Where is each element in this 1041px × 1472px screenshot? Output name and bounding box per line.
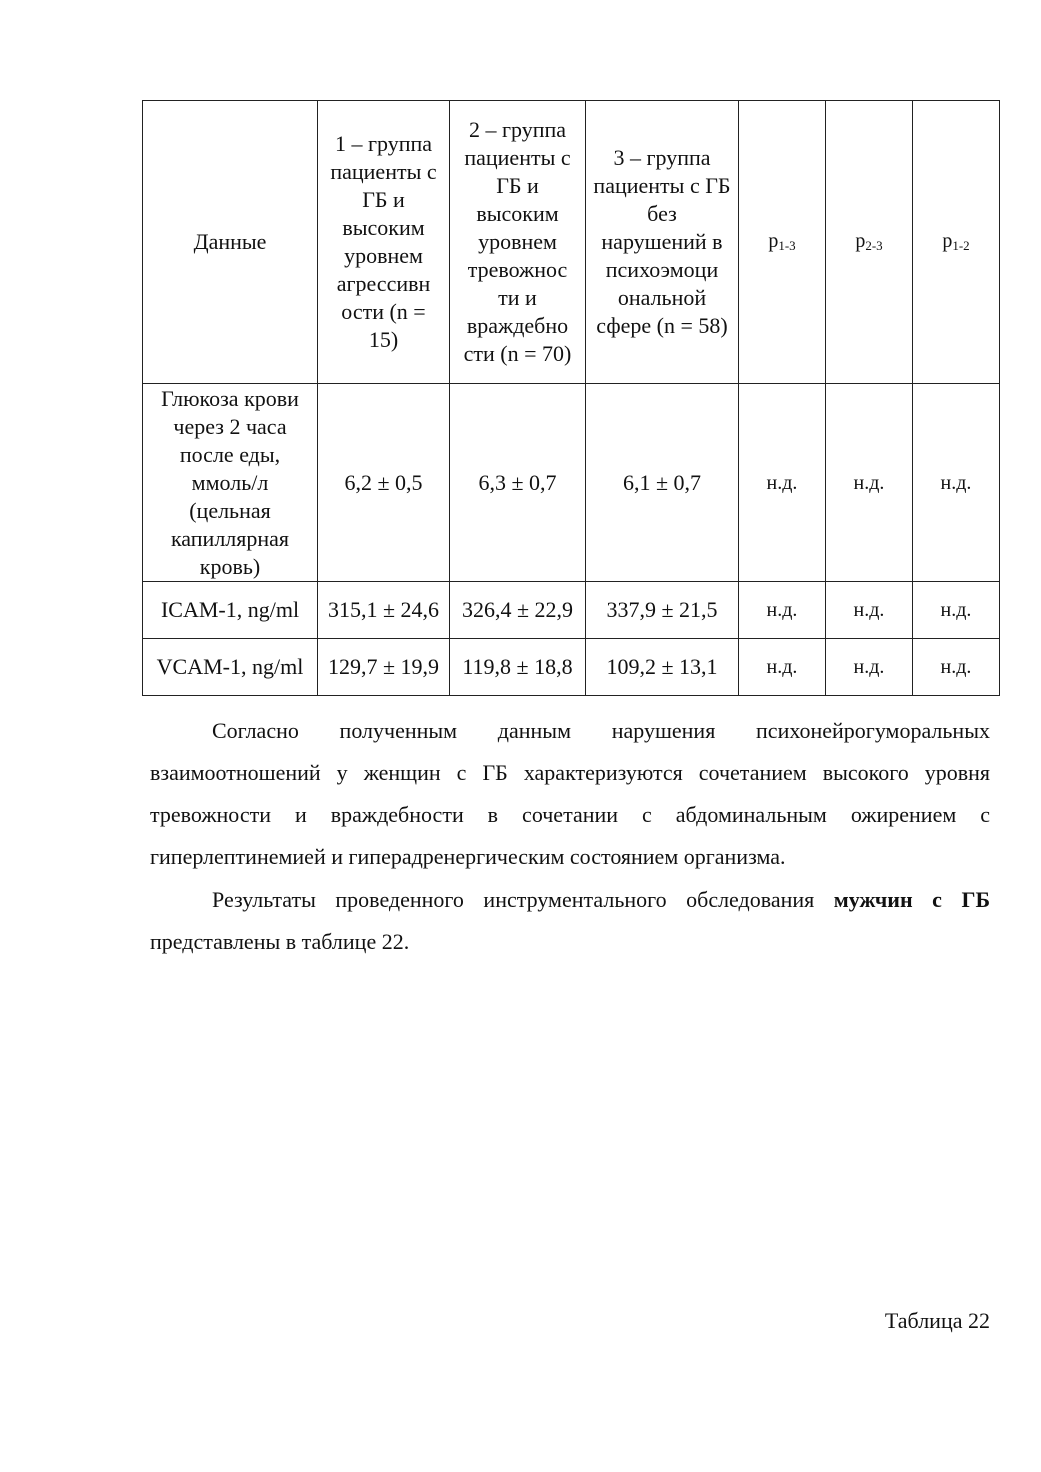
bold-phrase: мужчин с ГБ xyxy=(833,887,990,912)
table-header-row xyxy=(143,101,1000,384)
cell-p23: н.д. xyxy=(826,582,913,639)
header-p13: $p_{1-3}$ xyxy=(739,101,826,384)
cell-p13: н.д. xyxy=(739,582,826,639)
cell-group-1: 6,2 ± 0,5 xyxy=(318,384,450,582)
cell-group-2: 6,3 ± 0,7 xyxy=(450,384,586,582)
cell-group-2: 119,8 ± 18,8 xyxy=(450,639,586,696)
header-group-2: 2 – группа пациенты с ГБ и высоким уровнем тревожнос ти и враждебно сти (n = 70) xyxy=(450,101,586,384)
paragraph-table-reference: Результаты проведенного инструментального обследования мужчин с ГБ представлены в таблице 22. xyxy=(150,887,990,954)
cell-p12: н.д. xyxy=(913,582,1000,639)
cell-p13: н.д. xyxy=(739,384,826,582)
row-label: ICAM-1, ng/ml xyxy=(143,582,318,639)
header-p12: $p_{1-2}$ xyxy=(913,101,1000,384)
header-p23: $p_{2-3}$ xyxy=(826,101,913,384)
cell-group-1: 129,7 ± 19,9 xyxy=(318,639,450,696)
cell-group-2: 326,4 ± 22,9 xyxy=(450,582,586,639)
cell-p13: н.д. xyxy=(739,639,826,696)
header-group-3: 3 – группа пациенты с ГБ без нарушений в психоэмоци ональной сфере (n = 58) xyxy=(586,101,739,384)
results-table xyxy=(142,100,1000,696)
row-label: Глюкоза крови через 2 часа после еды, ммоль/л (цельная капиллярная кровь) xyxy=(143,384,318,582)
row-label: VCAM-1, ng/ml xyxy=(143,639,318,696)
header-group-1: 1 – группа пациенты с ГБ и высоким уровнем агрессивн ости (n = 15) xyxy=(318,101,450,384)
cell-group-3: 6,1 ± 0,7 xyxy=(586,384,739,582)
cell-p12: н.д. xyxy=(913,384,1000,582)
table-row xyxy=(143,384,1000,582)
table-row xyxy=(143,639,1000,696)
paragraph-findings: Согласно полученным данным нарушения психонейрогуморальных взаимоотношений у женщин с ГБ характеризуются сочетанием высокого уровня тревожности и враждебности в сочетании с абдоминальным ожирением с гиперлептинемией и гиперадренергическим состоянием организма. xyxy=(150,718,990,869)
table-caption: Таблица 22 xyxy=(884,1308,990,1333)
cell-group-3: 337,9 ± 21,5 xyxy=(586,582,739,639)
cell-p23: н.д. xyxy=(826,384,913,582)
cell-group-3: 109,2 ± 13,1 xyxy=(586,639,739,696)
header-data: Данные xyxy=(143,101,318,384)
cell-p23: н.д. xyxy=(826,639,913,696)
cell-p12: н.д. xyxy=(913,639,1000,696)
table-row xyxy=(143,582,1000,639)
cell-group-1: 315,1 ± 24,6 xyxy=(318,582,450,639)
